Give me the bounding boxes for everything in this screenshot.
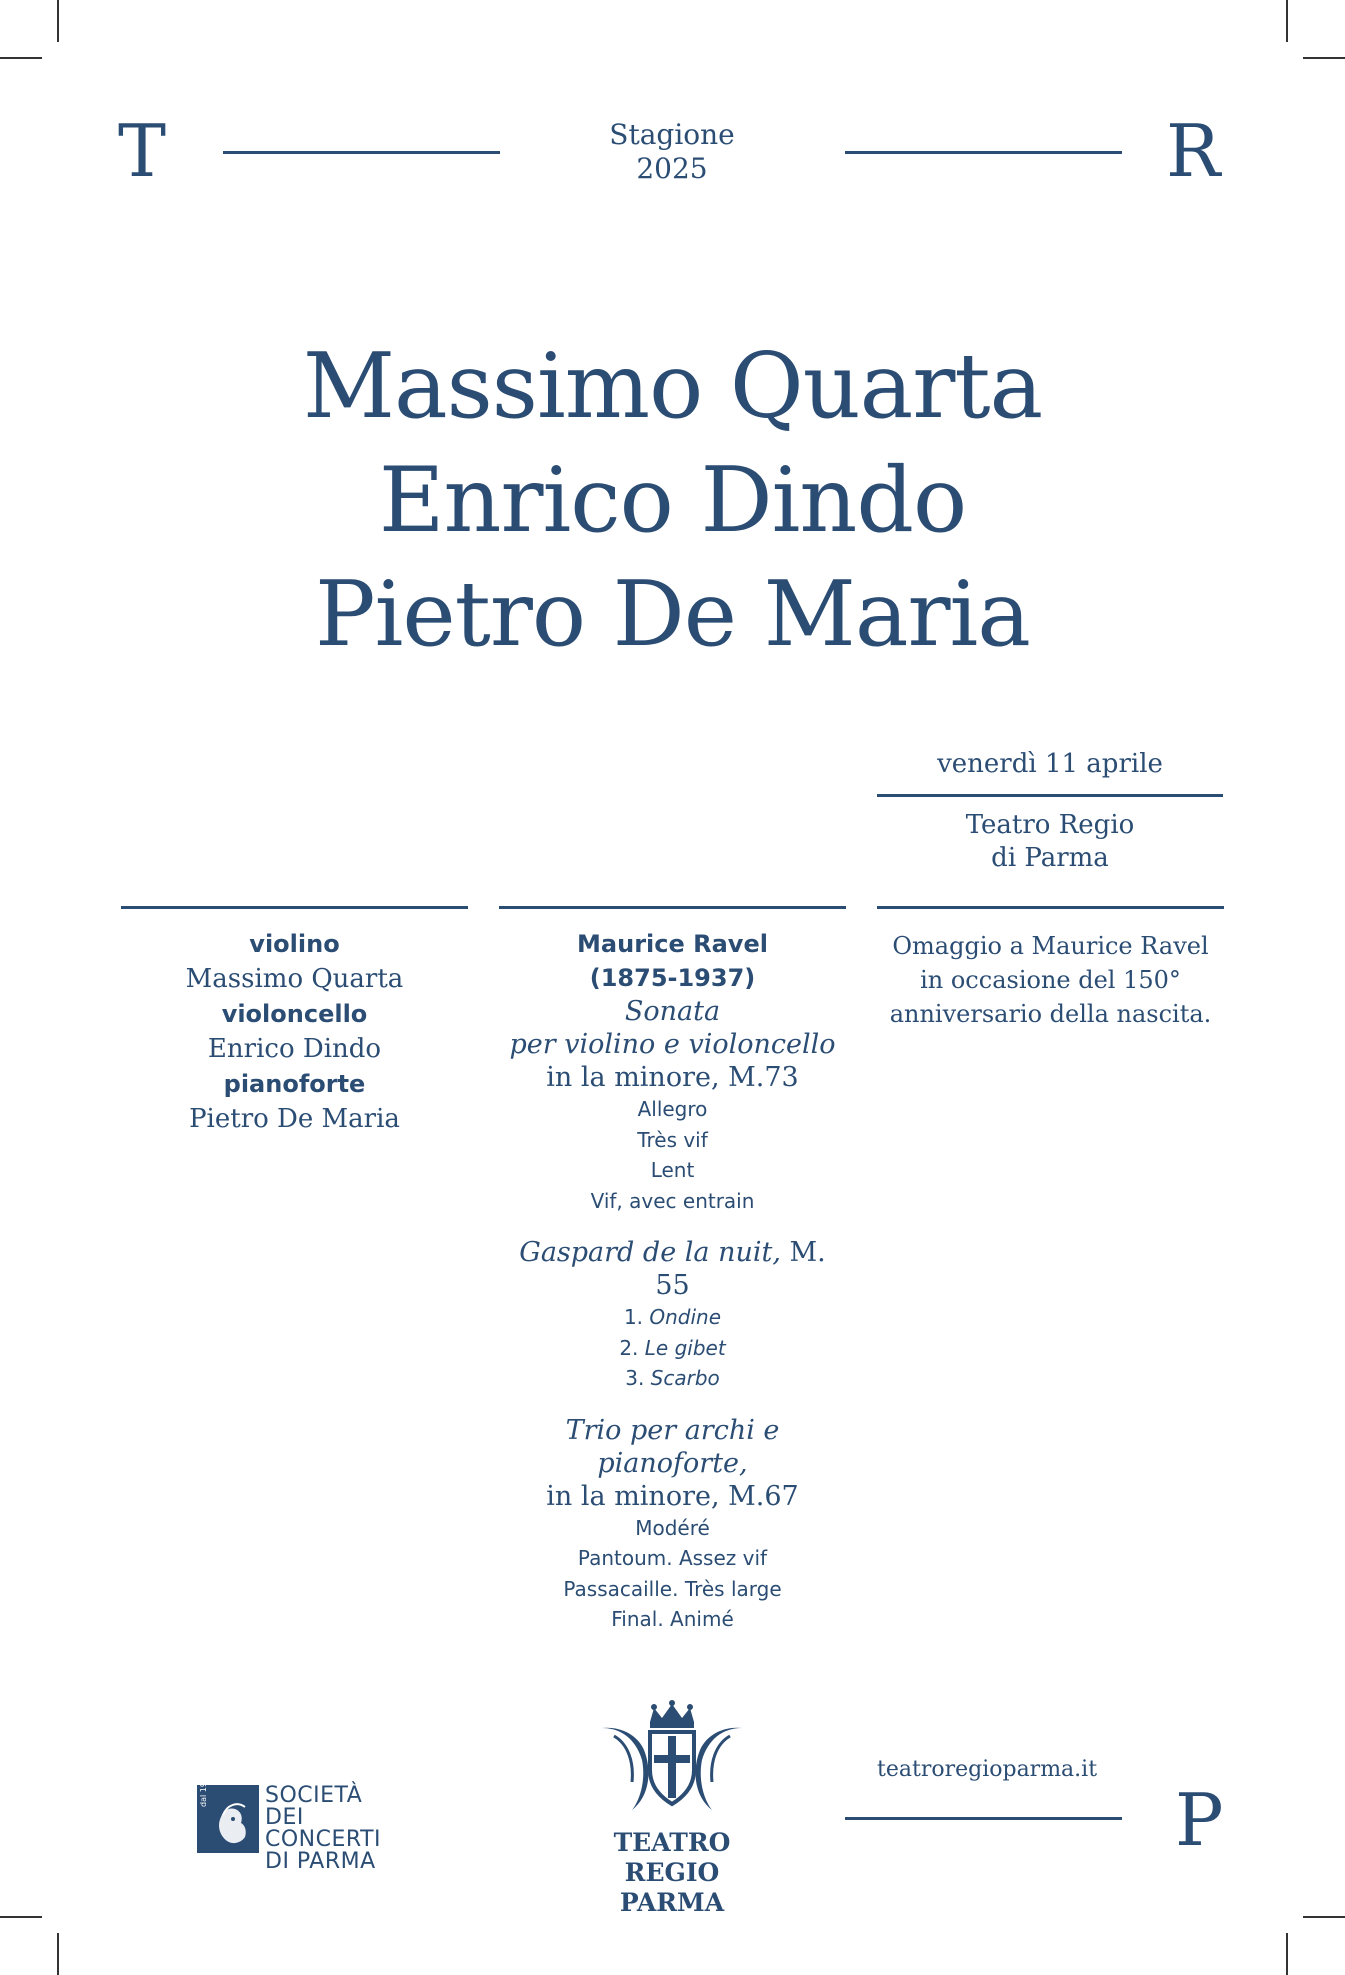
movement-name: Le gibet [644, 1335, 726, 1360]
work-title [499, 1236, 846, 1302]
movement [499, 1363, 846, 1394]
venue-line: Teatro Regio [965, 810, 1135, 840]
performer-role: violoncello [221, 1000, 368, 1028]
society-line: CONCERTI [265, 1827, 382, 1852]
movement-number: 1. [623, 1305, 644, 1329]
column-rule-center [499, 906, 846, 909]
work-title-italic: Gaspard de la nuit, [519, 1237, 781, 1268]
movement: Vif, avec entrain [590, 1188, 755, 1213]
title-line: Pietro De Maria [315, 562, 1030, 667]
crop-mark [0, 1916, 42, 1918]
venue-line: di Parma [991, 843, 1109, 873]
column-rule-left [121, 906, 468, 909]
note-line: Omaggio a Maurice Ravel [892, 932, 1209, 960]
work-title: Trio per archi e pianoforte, [565, 1414, 780, 1479]
theatre-crest-icon [592, 1700, 752, 1820]
movement [499, 1333, 846, 1364]
work-title-plain: M. 55 [655, 1237, 826, 1301]
society-tag: dal 1904 [199, 1771, 208, 1807]
title-line: Massimo Quarta [302, 334, 1043, 439]
event-date: venerdì 11 aprile [937, 749, 1163, 779]
title-line: Enrico Dindo [378, 448, 967, 553]
column-rule-right [877, 906, 1224, 909]
movement: Final. Animé [611, 1607, 734, 1631]
movement: Modéré [635, 1515, 710, 1540]
work-key: in la minore, M.73 [546, 1062, 799, 1093]
composer-name: Maurice Ravel [577, 930, 768, 958]
website-link[interactable]: teatroregioparma.it [877, 1757, 1098, 1782]
movement-number: 2. [619, 1335, 639, 1360]
header-letter-t: T [118, 109, 167, 193]
program [499, 927, 846, 1635]
movement-name: Ondine [649, 1305, 722, 1329]
crop-mark [0, 57, 42, 59]
footer-rule [845, 1817, 1122, 1820]
performer-role: violino [249, 930, 340, 958]
theatre-logo [572, 1700, 772, 1918]
note-line: anniversario della nascita. [889, 1000, 1212, 1028]
movement: Pantoum. Assez vif [577, 1546, 768, 1570]
work-key: in la minore, M.67 [546, 1480, 799, 1512]
theatre-name: TEATRO REGIO [613, 1828, 731, 1887]
movement: Allegro [637, 1097, 708, 1121]
performer-name: Pietro De Maria [189, 1104, 400, 1134]
season-year: 2025 [636, 152, 708, 185]
crop-mark [1286, 1933, 1288, 1975]
movement: Très vif [637, 1127, 708, 1152]
crop-mark [57, 1933, 59, 1975]
dedication-note [877, 929, 1224, 1031]
work-subtitle: per violino e violoncello [509, 1029, 836, 1060]
note-line: in occasione del 150° [920, 966, 1181, 994]
crop-mark [57, 0, 59, 42]
page-title [0, 330, 1345, 672]
composer-dates: (1875-1937) [589, 964, 756, 992]
event-rule [877, 794, 1223, 797]
header-rule-right [845, 151, 1122, 154]
society-logo [197, 1771, 407, 1874]
event-venue [877, 809, 1223, 875]
crop-mark [1303, 57, 1345, 59]
movement-name: Scarbo [650, 1366, 720, 1390]
work-title: Sonata [624, 996, 721, 1027]
performer-name: Massimo Quarta [185, 964, 404, 994]
society-line: SOCIETÀ DEI [265, 1783, 363, 1830]
crop-mark [1286, 0, 1288, 42]
performers-list [121, 927, 468, 1137]
society-line: DI PARMA [265, 1849, 376, 1874]
header-rule-left [223, 151, 500, 154]
movement [499, 1302, 846, 1333]
crop-mark [1303, 1916, 1345, 1918]
society-name [265, 1785, 407, 1873]
theatre-city: PARMA [619, 1888, 725, 1917]
footer-letter-p: P [1175, 1778, 1224, 1862]
movement: Lent [650, 1158, 695, 1182]
header-letter-r: R [1166, 109, 1221, 193]
movement: Passacaille. Très large [563, 1576, 782, 1601]
performer-name: Enrico Dindo [207, 1034, 382, 1064]
season-label [572, 118, 772, 186]
season-label-text: Stagione [609, 118, 735, 151]
performer-role: pianoforte [223, 1070, 366, 1098]
movement-number: 3. [625, 1366, 645, 1390]
